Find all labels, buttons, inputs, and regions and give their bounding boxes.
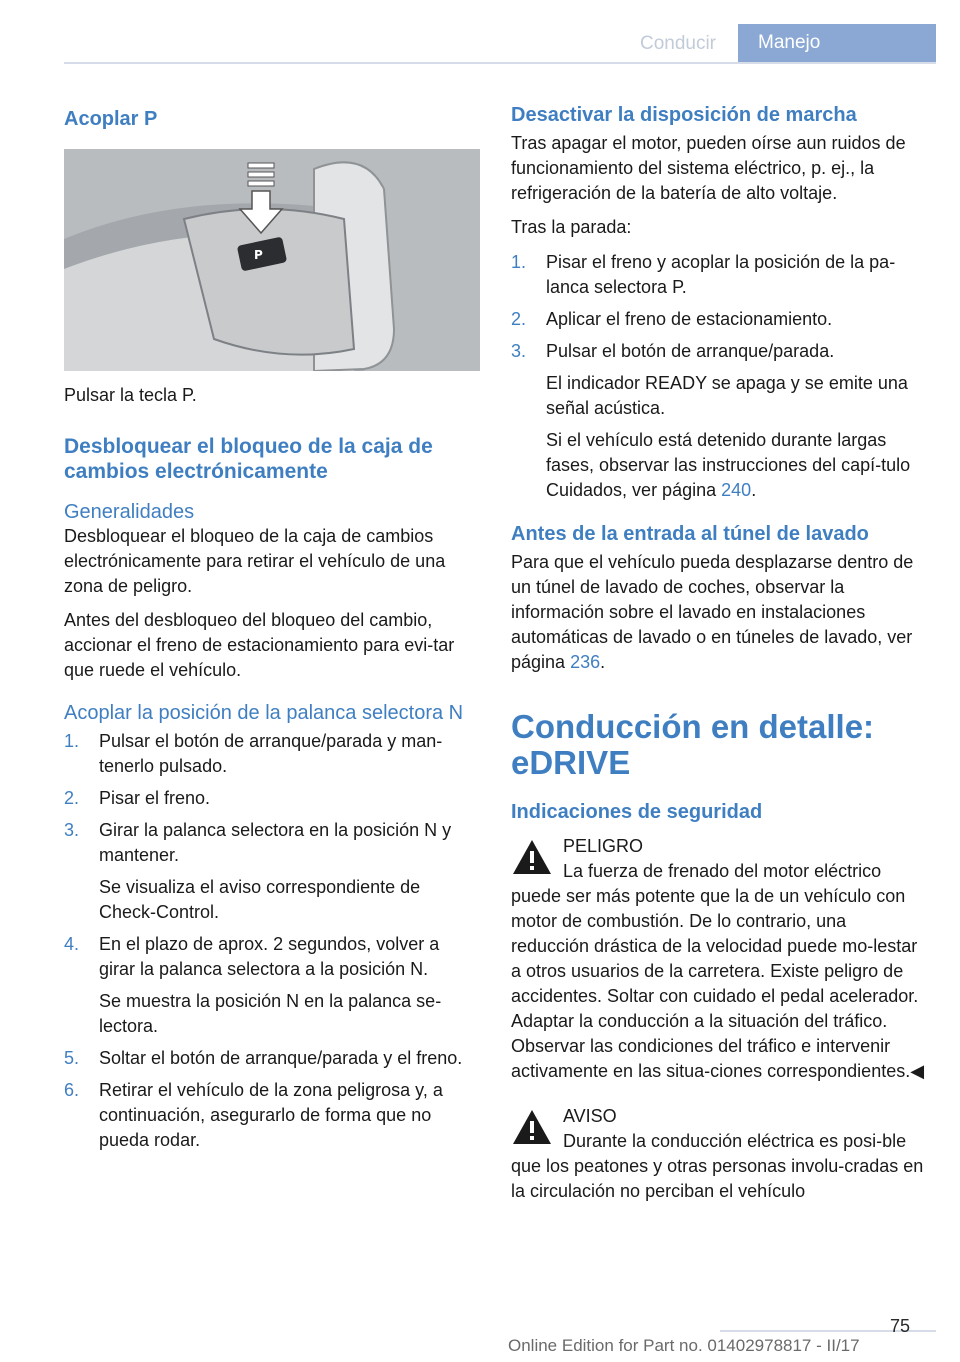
desactivar-paragraph-2: Tras la parada: — [511, 217, 632, 237]
aviso-warning — [511, 1104, 927, 1129]
step-number: 2. — [64, 788, 80, 808]
warning-triangle-icon — [511, 838, 553, 876]
page-number: 75 — [889, 1316, 910, 1336]
acoplar-p-heading: Acoplar P — [64, 108, 158, 130]
step-text: Retirar el vehículo de la zona peligrosa y, a continuación, asegurarlo de forma que no pueda rodar. — [99, 1080, 443, 1150]
list-item — [64, 818, 480, 925]
page-link-236[interactable]: 236 — [570, 652, 601, 672]
step-text: Pulsar el botón de arranque/parada. — [546, 341, 835, 361]
step-text: Girar la palanca selectora en la posición N y mantener. — [99, 820, 452, 865]
tunel-paragraph — [511, 550, 927, 675]
acoplar-n-steps — [64, 729, 480, 1153]
step-sub-text: El indicador READY se apaga y se emite una señal acústica. — [546, 373, 908, 418]
tab-conducir[interactable]: Conducir — [639, 33, 717, 54]
step-text: Pisar el freno. — [99, 788, 211, 808]
selector-lever-illustration — [64, 149, 480, 371]
step-text: Aplicar el freno de estacionamiento. — [546, 309, 833, 329]
desactivar-heading: Desactivar la disposición de marcha — [511, 104, 857, 126]
desactivar-steps — [511, 250, 927, 503]
aviso-text: Durante la conducción eléctrica es posi‐ble que los peatones y otras personas involu‐cradas en la circulación no perciban el vehículo — [511, 1131, 924, 1201]
warning-triangle-icon — [511, 1108, 553, 1146]
online-edition-footer: Online Edition for Part no. 01402978817 - II/17 — [508, 1336, 860, 1355]
svg-text:P: P — [254, 248, 263, 262]
header-rule — [64, 62, 936, 64]
step-number: 3. — [511, 341, 527, 361]
seguridad-heading: Indicaciones de seguridad — [511, 801, 763, 823]
list-item — [64, 729, 480, 779]
acoplar-n-heading: Acoplar la posición de la palanca selectora N — [64, 702, 464, 724]
left-column — [64, 100, 480, 1153]
step-number: 4. — [64, 934, 80, 954]
step-text: Pulsar el botón de arranque/parada y man‐tenerlo pulsado. — [99, 731, 443, 776]
image-caption: Pulsar la tecla P. — [64, 385, 197, 405]
tunel-text: Para que el vehículo pueda desplazarse dentro de un túnel de lavado de coches, observar la información sobre el lavado en instalaciones automáticas de lavado o en túneles de lavado, ver página — [511, 552, 914, 672]
step-number: 1. — [64, 731, 80, 751]
tunel-heading: Antes de la entrada al túnel de lavado — [511, 523, 869, 545]
step-number: 5. — [64, 1048, 80, 1068]
list-item — [64, 932, 480, 1039]
step-number: 2. — [511, 309, 527, 329]
step-number: 3. — [64, 820, 80, 840]
sub-end: . — [751, 480, 757, 500]
list-item — [64, 1046, 480, 1071]
generalidades-heading: Generalidades — [64, 501, 195, 523]
generalidades-paragraph-1: Desbloquear el bloqueo de la caja de cambios electrónicamente para retirar el vehículo de una zona de peligro. — [64, 526, 446, 596]
peligro-text: La fuerza de frenado del motor eléctrico puede ser más potente que la de un vehículo con motor de combustión. De lo contrario, una reducción drástica de la velocidad puede mo‐lestar a otros usuarios de la carretera. Existe peligro de accidentes. Soltar con cuidado el pedal acelerador. Adaptar la conducción a la situación del tráfico. Observar las condiciones del tráfico e intervenir activamente en las situa‐ciones correspondientes.◀ — [511, 861, 925, 1081]
desactivar-paragraph-1: Tras apagar el motor, pueden oírse aun ruidos de funcionamiento del sistema eléctrico, p. ej., la refrigeración de la batería de alto voltaje. — [511, 133, 906, 203]
step-sub-text: Se muestra la posición N en la palanca se‐lectora. — [99, 991, 442, 1036]
list-item — [64, 1078, 480, 1153]
list-item — [64, 786, 480, 811]
step-number: 1. — [511, 252, 527, 272]
list-item — [511, 307, 927, 332]
step-sub-text: Se visualiza el aviso correspondiente de Check-Control. — [99, 877, 421, 922]
generalidades-paragraph-2: Antes del desbloqueo del bloqueo del cambio, accionar el freno de estacionamiento para evi‐tar que ruede el vehículo. — [64, 610, 455, 680]
step-text: Soltar el botón de arranque/parada y el freno. — [99, 1048, 463, 1068]
page-link-240[interactable]: 240 — [721, 480, 752, 500]
tab-manejo[interactable]: Manejo — [738, 24, 936, 62]
step-text: En el plazo de aprox. 2 segundos, volver a girar la palanca selectora a la posición N. — [99, 934, 440, 979]
step-text: Pisar el freno y acoplar la posición de la pa‐lanca selectora P. — [546, 252, 896, 297]
list-item — [511, 250, 927, 300]
step-number: 6. — [64, 1080, 80, 1100]
peligro-warning — [511, 834, 927, 859]
right-column — [511, 100, 927, 1204]
desbloquear-heading: Desbloquear el bloqueo de la caja de cambios electrónicamente — [64, 435, 433, 483]
conduccion-heading: Conducción en detalle: eDRIVE — [511, 708, 875, 781]
tunel-end: . — [600, 652, 606, 672]
aviso-label: AVISO — [563, 1106, 617, 1126]
step-sub-text-2 — [546, 428, 927, 503]
peligro-label: PELIGRO — [563, 836, 644, 856]
list-item — [511, 339, 927, 503]
selector-lever-drawing — [64, 149, 480, 371]
sub-text: Si el vehículo está detenido durante largas fases, observar las instrucciones del capí‐tulo Cuidados, ver página — [546, 430, 911, 500]
